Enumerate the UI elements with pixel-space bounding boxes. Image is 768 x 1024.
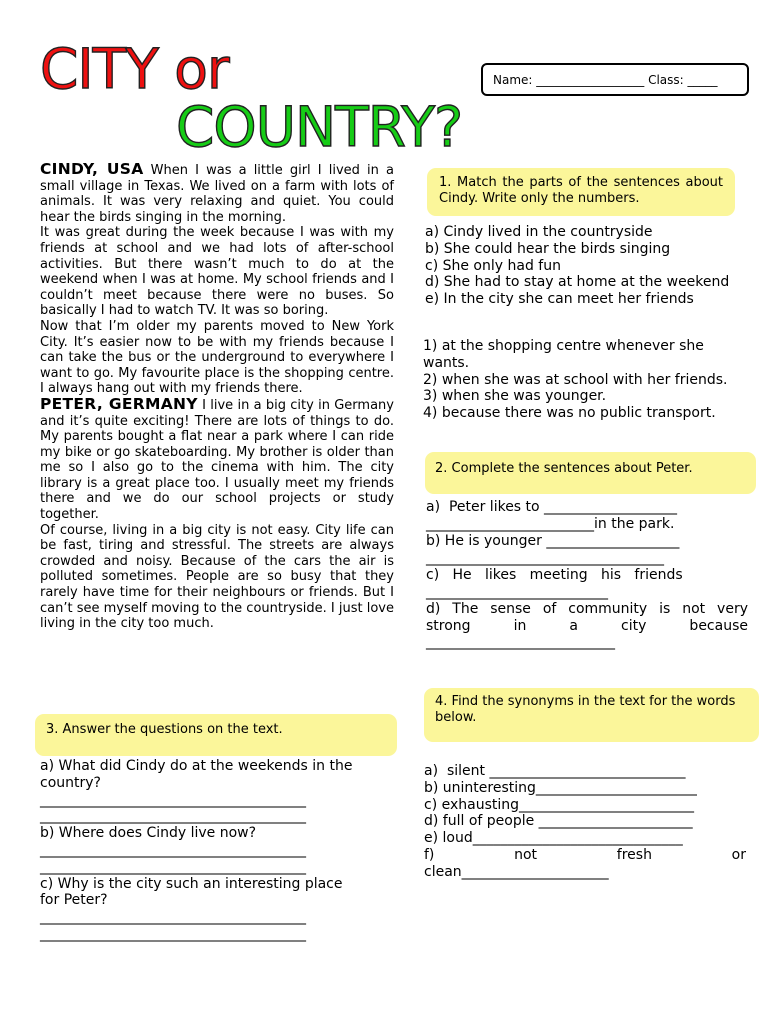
exercise2-b-line1[interactable]: b) He is younger ___________________	[426, 532, 680, 549]
title-city: CITY or	[40, 37, 229, 101]
answer-line[interactable]: ______________________________________	[40, 858, 306, 875]
exercise4-item-c[interactable]: c) exhausting_________________________	[424, 796, 695, 813]
peter-paragraph-1	[40, 394, 394, 523]
answer-line[interactable]: ______________________________________	[40, 925, 306, 942]
exercise4-item-e[interactable]: e) loud______________________________	[424, 830, 683, 847]
exercise3-question-c: c) Why is the city such an interesting place for Peter?	[40, 875, 343, 909]
exercise1-item-e: e) In the city she can meet her friends	[425, 291, 694, 308]
exercise4-instruction: 4. Find the synonyms in the text for the words below.	[424, 688, 759, 742]
exercise4-item-a[interactable]: a) silent ____________________________	[424, 763, 686, 779]
exercise1-item-d: d) She had to stay at home at the weekend	[425, 274, 730, 291]
cindy-paragraph-3: Now that I’m older my parents moved to New York City. It’s easier now to be with my friends because I can take the bus or the underground to everywhere I want to go. My favourite place is the shopping centre. I always hang out with my friends there.	[40, 318, 394, 397]
exercise1-instruction: 1. Match the parts of the sentences about Cindy. Write only the numbers.	[427, 168, 735, 216]
exercise2-list	[426, 499, 748, 651]
exercise4-item-f: f) not fresh or	[424, 846, 746, 863]
exercise3-list	[40, 758, 360, 943]
exercise1-item-b: b) She could hear the birds singing	[425, 240, 671, 257]
title-country: COUNTRY?	[176, 95, 463, 159]
exercise2-instruction: 2. Complete the sentences about Peter.	[425, 452, 756, 494]
cindy-paragraph-1	[40, 162, 394, 225]
exercise2-b-line2[interactable]: __________________________________	[426, 550, 664, 567]
exercise1-item-c: c) She only had fun	[425, 257, 561, 274]
exercise2-d-line1: d) The sense of community is not very	[426, 600, 748, 617]
exercise2-a-line2[interactable]: ________________________in the park.	[426, 515, 675, 532]
exercise4-list	[424, 763, 746, 881]
reading-text	[40, 162, 394, 632]
exercise3-instruction: 3. Answer the questions on the text.	[35, 714, 397, 756]
exercise1-item-3: 3) when she was younger.	[423, 388, 607, 405]
answer-line[interactable]: ______________________________________	[40, 841, 306, 858]
peter-text-1: I live in a big city in Germany and it’s quite exciting! There are lots of things to do. My parents bought a flat near a park where I can ride my bike or go skateboarding. My brother is older than me so I also go to the cinema with him. The city library is a great place too. I usually meet my friends there and we do our school projects or study together.	[40, 397, 394, 523]
exercise1-item-2: 2) when she was at school with her friends.	[423, 371, 728, 388]
exercise1-item-1: 1) at the shopping centre whenever she wants.	[423, 338, 704, 371]
exercise4-item-b[interactable]: b) uninteresting_______________________	[424, 779, 697, 796]
exercise1-lettered-list	[425, 224, 765, 308]
exercise2-c-line1: c) He likes meeting his friends	[426, 567, 683, 584]
answer-line[interactable]: ______________________________________	[40, 791, 306, 808]
exercise2-d-line2: strong in a city because	[426, 617, 748, 634]
name-class-box[interactable]: Name: __________________ Class: _____	[481, 63, 749, 96]
answer-line[interactable]: ______________________________________	[40, 909, 306, 926]
exercise1-item-a: a) Cindy lived in the countryside	[425, 224, 653, 240]
cindy-heading: CINDY, USA	[40, 160, 144, 178]
peter-paragraph-2: Of course, living in a big city is not easy. City life can be fast, tiring and stressful. The streets are always crowded and noisy. Because of the cars the air is polluted sometimes. People are so busy that they rarely have time for their neighbours or friends. But I can’t see myself moving to the countryside. I just love living in the city too much.	[40, 522, 394, 632]
exercise3-question-a: a) What did Cindy do at the weekends in the country?	[40, 758, 353, 791]
peter-heading: PETER, GERMANY	[40, 394, 198, 413]
exercise2-c-line2[interactable]: __________________________	[426, 583, 608, 600]
exercise2-d-line3[interactable]: ___________________________	[426, 634, 615, 651]
exercise4-item-d[interactable]: d) full of people ______________________	[424, 813, 693, 830]
cindy-paragraph-2: It was great during the week because I was with my friends at school and we had lots of after-school activities. But there wasn’t much to do at the weekend when I was at home. My school friends and I couldn’t meet because there were no buses. So basically I had to watch TV. It was so boring.	[40, 225, 394, 319]
exercise4-item-f-answer[interactable]: clean_____________________	[424, 863, 609, 880]
answer-line[interactable]: ______________________________________	[40, 808, 306, 825]
exercise1-numbered-list	[423, 338, 738, 452]
exercise2-a-line1[interactable]: a) Peter likes to ___________________	[426, 499, 678, 515]
exercise3-question-b: b) Where does Cindy live now?	[40, 825, 257, 842]
cindy-text-1: When I was a little girl I lived in a small village in Texas. We lived on a farm with lots of animals. It was very relaxing and quiet. You could hear the birds singing in the morning.	[40, 163, 394, 225]
exercise1-item-4: 4) because there was no public transport.	[423, 405, 716, 422]
